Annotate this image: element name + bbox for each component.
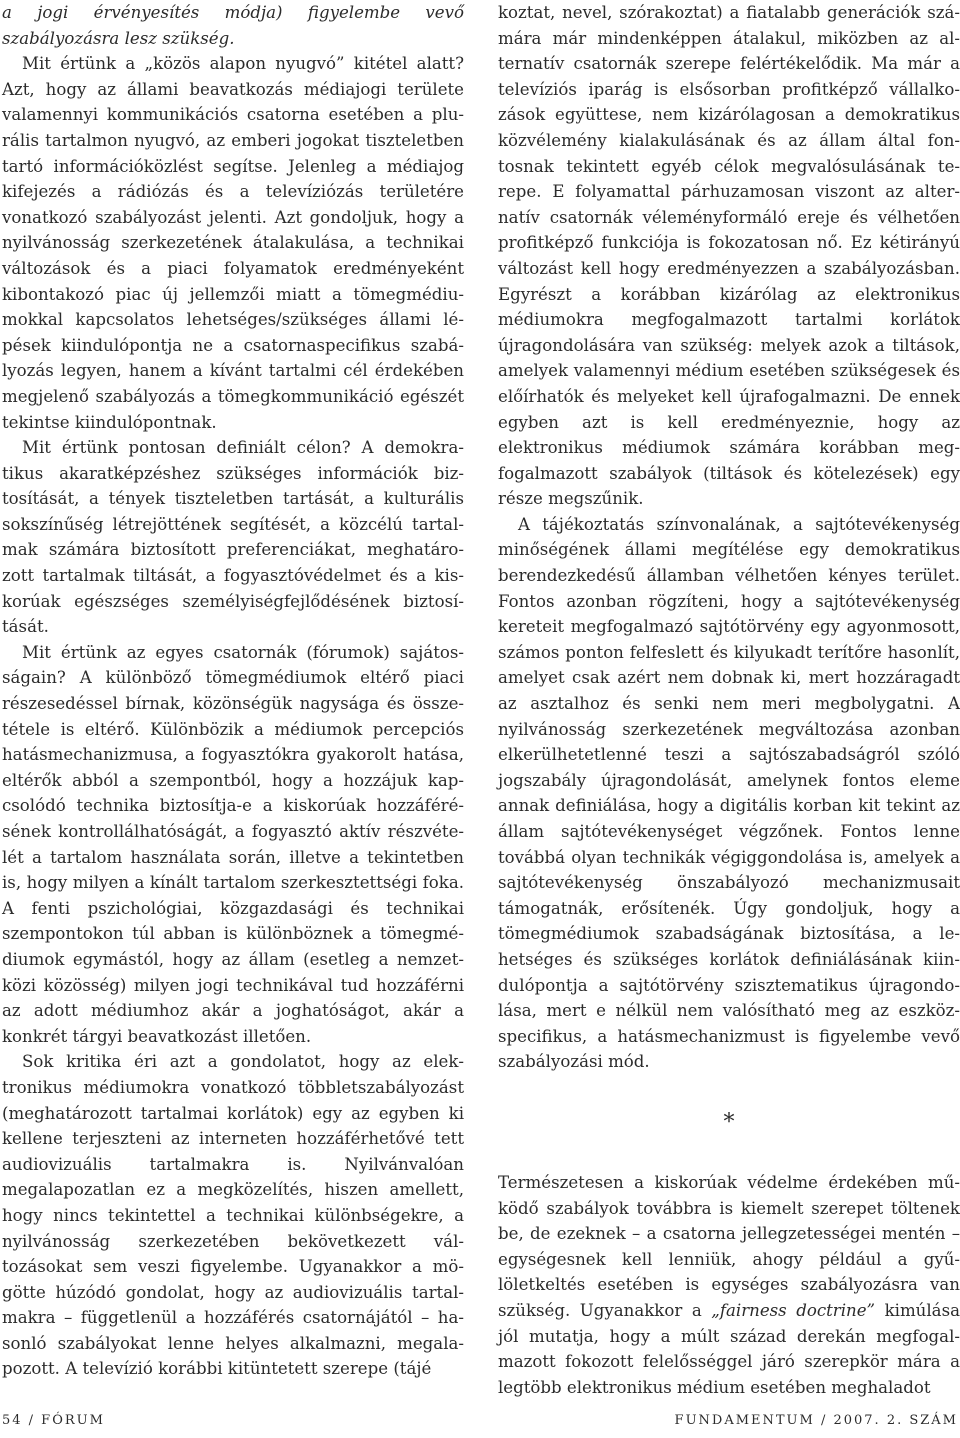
text-run: kimúlása jól mutatja, hogy a múlt század derekán megfogalmazott fokozott felelősséggel járó szerepkör mára a legtöbb elektronikus médium esetében meghaladot (498, 1300, 960, 1397)
italic-term: „fairness doctrine” (711, 1300, 876, 1320)
right-column (498, 0, 960, 1400)
page-footer-left: 54 / FÓRUM (2, 1413, 105, 1428)
paragraph: Mit értünk pontosan definiált célon? A demokratikus akaratképzéshez szükséges információk biztosítását, a tények tiszteletben tartását, a kulturális sokszínűség létrejöttének segítését, a közcélú tartalmak számára biztosított preferenciákat, meghatározott tartalmak tiltását, a fogyasztóvédelmet és a kiskorúak egészséges személyiségfejlődésének biztosítását. (2, 438, 464, 637)
paragraph: koztat, nevel, szórakoztat) a fiatalabb generációk számára már mindenképpen átalakul, miközben az alternatív csatornák szerepe felértékelődik. Ma már a televíziós iparág is elsősorban profitképző vállalkozások együttese, nem kizárólagosan a demokratikus közvélemény kialakulásának és az állam által fontosnak tekintett egyéb célok megvalósulásának terepe. E folyamattal párhuzamosan viszont az alternatív csatornák véleményformáló ereje és vélhetően profitképző funkciója is fokozatosan nő. Ez kétirányú változást kell hogy eredményezzen a szabályozásban. Egyrészt a korábban kizárólag az elektronikus médiumokra megfogalmazott tartalmi korlátok újragondolására van szükség: melyek azok a tiltások, amelyek valamennyi médium esetében szükségesek és előírhatók és melyeket kell újrafogalmazni. De ennek egyben azt is kell eredményeznie, hogy az elektronikus médiumok számára korábban megfogalmazott szabályok (tiltások és kötelezések) egy része megszűnik. (498, 3, 960, 509)
paragraph (498, 1170, 960, 1400)
lead-paragraph: a jogi érvényesítés módja) figyelembe vevő szabályozásra lesz szükség. (2, 3, 464, 48)
paragraph: Mit értünk az egyes csatornák (fórumok) sajátosságain? A különböző tömegmédiumok eltérő piaci részesedéssel bírnak, közönségük nagysága és összetétele is eltérő. Különbözik a médiumok percepciós hatásmechanizmusa, a fogyasztókra gyakorolt hatása, eltérők abból a szempontból, hogy a hozzájuk kapcsolódó technika biztosítja-e a kiskorúak hozzáférésének kontrollálhatóságát, a fogyasztó aktív részvételét a tartalom használata során, illetve a tekintetben is, hogy milyen a kínált tartalom szerkesztettségi foka. A fenti pszichológiai, közgazdasági és technikai szempontokon túl abban is különböznek a tömegmédiumok egymástól, hogy az állam (esetleg a nemzetközi közösség) milyen jogi technikával tud hozzáférni az adott médiumhoz akár a joghatóságot, akár a konkrét tárgyi beavatkozást illetően. (2, 642, 464, 1046)
left-column (2, 0, 464, 1382)
section-separator: * (723, 1109, 735, 1135)
page-footer-right: FUNDAMENTUM / 2007. 2. SZÁM (674, 1413, 958, 1428)
text-run: Természetesen a kiskorúak védelme érdekében működő szabályok továbbra is kiemelt szerepet töltenek be, de ezeknek – a csatorna jellegzetességei mentén – egységesnek kell lenniük, ahogy például a gyűlöletkeltés esetében is egységes szabályozásra van szükség. Ugyanakkor a (498, 1172, 960, 1320)
paragraph: A tájékoztatás színvonalának, a sajtótevékenység minőségének állami megítélése egy demokratikus berendezkedésű államban vélhetően kényes terület. Fontos azonban rögzíteni, hogy a sajtótevékenység kereteit megfogalmazó sajtótörvény egy agyonmosott, számos ponton felfeslett és kilyukadt terítőre hasonlít, amelyet csak azért nem dobnak ki, mert hozzáragadt az asztalhoz és senki nem meri megbolygatni. A nyilvánosság szerkezetének megváltozása azonban elkerülhetetlenné teszi a sajtószabadságról szóló jogszabály újragondolását, amelynek fontos eleme annak definiálása, hogy a digitális korban kit tekint az állam sajtótevékenységet végzőnek. Fontos lenne továbbá olyan technikák végiggondolása is, amelyek a sajtótevékenység önszabályozó mechanizmusait támogatnák, erősítenék. Úgy gondoljuk, hogy a tömegmédiumok szabadságának biztosítása, a lehetséges és szükséges korlátok definiálásának kiindulópontja a sajtótörvény szisztematikus újragondolása, mert e nélkül nem valósítható meg az eszközspecifikus, a hatásmechanizmust is figyelembe vevő szabályozási mód. (498, 514, 960, 1072)
paragraph: Mit értünk a „közös alapon nyugvó” kitétel alatt? Azt, hogy az állami beavatkozás médiajogi területe valamennyi kommunikációs csatorna esetében a plurális tartalmon nyugvó, az emberi jogokat tiszteletben tartó információközlést segítse. Jelenleg a médiajog kifejezés a rádiózás és a televíziózás területére vonatkozó szabályozást jelenti. Azt gondoljuk, hogy a nyilvánosság szerkezetének átalakulása, a technikai változások és a piaci folyamatok eredményeként kibontakozó piac új jellemzői miatt a tömegmédiumokkal kapcsolatos lehetséges/szükséges állami lépések kiindulópontja ne a csatornaspecifikus szabályozás legyen, hanem a kívánt tartalmi cél érdekében megjelenő szabályozás a tömegkommunikáció egészét tekintse kiindulópontnak. (2, 54, 464, 432)
paragraph: Sok kritika éri azt a gondolatot, hogy az elektronikus médiumokra vonatkozó többletszabályozást (meghatározott tartalmai korlátok) egy az egyben ki kellene terjeszteni az interneten hozzáférhetővé tett audiovizuális tartalmakra is. Nyilvánvalóan megalapozatlan ez a megközelítés, hiszen amellett, hogy nincs tekintettel a technikai különbségekre, a nyilvánosság szerkezetében bekövetkezett változásokat sem veszi figyelembe. Ugyanakkor a mögötte húzódó gondolat, hogy az audiovizuális tartalmakra – függetlenül a hozzáférés csatornájától – hasonló szabályokat lenne helyes alkalmazni, megalapozott. A televízió korábbi kitüntetett szerepe (tájé (2, 1052, 464, 1379)
